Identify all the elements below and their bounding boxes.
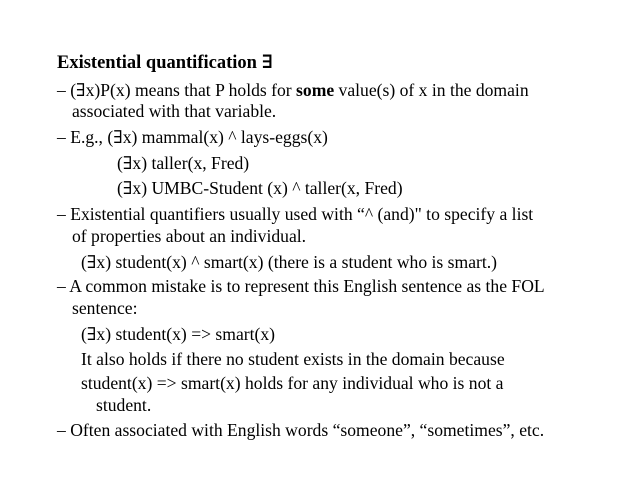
- text-span: value(s) of x in the domain: [334, 80, 529, 100]
- note-line: It also holds if there no student exists in the domain because: [81, 349, 505, 369]
- bold-text: some: [296, 80, 335, 100]
- bullet-continuation: associated with that variable.: [72, 101, 277, 121]
- bullet-line-4: – A common mistake is to represent this English sentence as the FOL: [57, 276, 545, 296]
- bullet-continuation: of properties about an individual.: [72, 226, 307, 246]
- example-line: (∃x) taller(x, Fred): [117, 153, 250, 173]
- bullet-line-1: [57, 80, 529, 100]
- bullet-continuation: sentence:: [72, 298, 138, 318]
- example-line: (∃x) UMBC-Student (x) ^ taller(x, Fred): [117, 178, 403, 198]
- text-span: – (∃x)P(x) means that P holds for: [57, 80, 297, 100]
- bullet-line-5: – Often associated with English words “someone”, “sometimes”, etc.: [57, 420, 545, 440]
- bullet-line-2: – E.g., (∃x) mammal(x) ^ lays-eggs(x): [57, 127, 328, 147]
- note-line: student(x) => smart(x) holds for any individual who is not a: [81, 373, 504, 393]
- note-continuation: student.: [96, 395, 152, 415]
- bullet-line-3: – Existential quantifiers usually used with “^ (and)" to specify a list: [57, 204, 534, 224]
- example-line: (∃x) student(x) ^ smart(x) (there is a student who is smart.): [81, 252, 498, 272]
- example-line: (∃x) student(x) => smart(x): [81, 324, 276, 344]
- slide-title: Existential quantification ∃: [57, 53, 274, 73]
